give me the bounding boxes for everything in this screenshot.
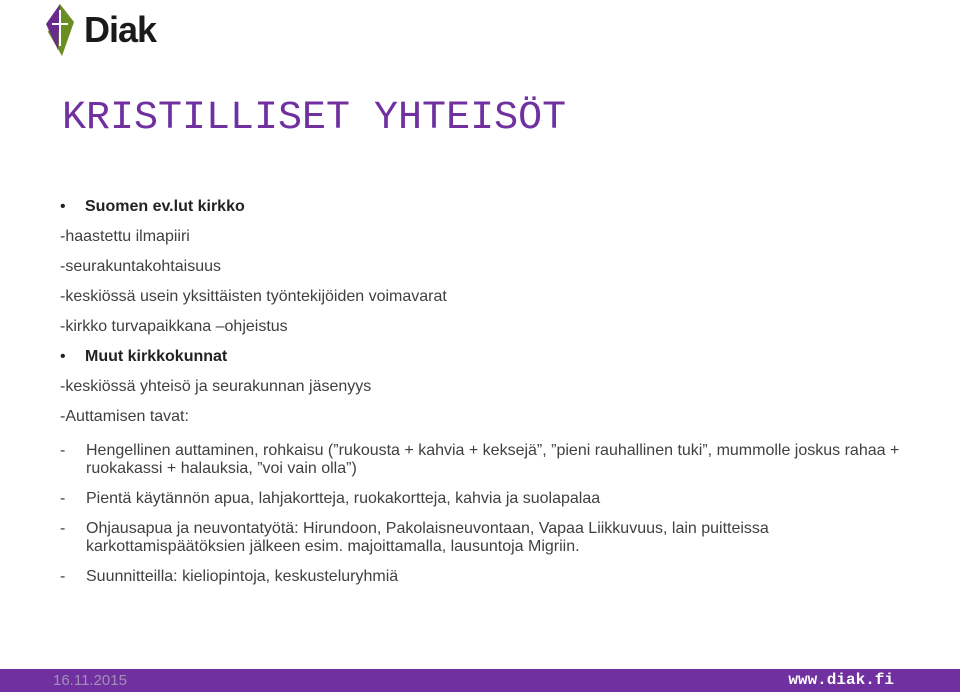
diak-logo	[40, 2, 156, 58]
text-line: -keskiössä usein yksittäisten työntekijöiden voimavarat	[60, 288, 447, 305]
dash-item	[60, 490, 920, 508]
dash-mark: -	[60, 520, 66, 537]
dash-mark: -	[60, 490, 66, 507]
text-line: -keskiössä yhteisö ja seurakunnan jäsenyys	[60, 378, 372, 395]
text-line: -seurakuntakohtaisuus	[60, 258, 221, 275]
bullet-text: Suomen ev.lut kirkko	[85, 198, 245, 215]
slide-content	[60, 196, 920, 595]
bullet-item	[60, 196, 920, 226]
footer-url[interactable]: www.diak.fi	[788, 671, 894, 689]
page-title: KRISTILLISET YHTEISÖT	[62, 96, 567, 141]
text-line: -Auttamisen tavat:	[60, 408, 189, 425]
footer-bar	[0, 669, 960, 692]
bullet-text: Muut kirkkokunnat	[85, 348, 228, 365]
dash-text: Ohjausapua ja neuvontatyötä: Hirundoon, Pakolaisneuvontaan, Vapaa Liikkuvuus, lain puitteissa karkottamispäätöksien jälkeen esim. majoittamalla, lausuntoja Migriin.	[86, 520, 769, 555]
text-line: -kirkko turvapaikkana –ohjeistus	[60, 318, 288, 335]
dash-text: Hengellinen auttaminen, rohkaisu (”rukousta + kahvia + keksejä”, ”pieni rauhallinen tuki”, mummolle joskus rahaa + ruokakassi + halauksia, ”voi vain olla”)	[86, 442, 900, 477]
bullet-item	[60, 346, 920, 376]
dash-item	[60, 520, 920, 556]
dash-text: Pientä käytännön apua, lahjakortteja, ruokakortteja, kahvia ja suolapalaa	[86, 490, 601, 507]
dash-item	[60, 568, 920, 586]
dash-mark: -	[60, 568, 66, 585]
bullet-icon: •	[60, 198, 66, 215]
footer-date: 16.11.2015	[53, 672, 127, 689]
bullet-icon: •	[60, 348, 66, 365]
dash-text: Suunnitteilla: kieliopintoja, keskusteluryhmiä	[86, 568, 399, 585]
dash-item	[60, 442, 920, 478]
diak-logo-icon	[40, 2, 80, 58]
logo-text: Diak	[84, 9, 157, 50]
dash-mark: -	[60, 442, 66, 459]
text-line: -haastettu ilmapiiri	[60, 228, 190, 245]
